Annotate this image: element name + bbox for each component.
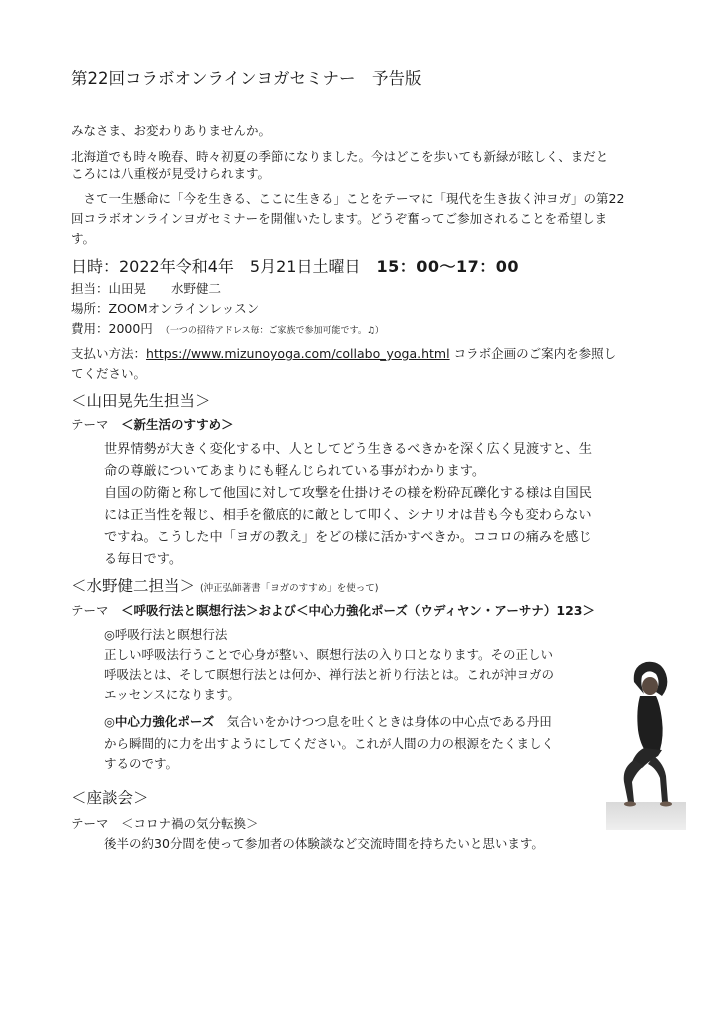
- zadankai-theme: ＜コロナ禍の気分転換＞: [121, 816, 259, 831]
- invite-text-line-3: す。: [71, 231, 96, 246]
- mizuno-paragraph-2-text: 気合いをかけつつ息を吐くときは身体の中心点である丹田: [214, 714, 552, 729]
- mizuno-paragraph-2-line-1: [104, 714, 552, 730]
- yamada-theme: ＜新生活のすすめ＞: [121, 417, 234, 432]
- page-title: 第22回コラボオンラインヨガセミナー 予告版: [71, 69, 422, 88]
- invite-text-line-1: さて一生懸命に「今を生きる、ここに生きる」ことをテーマに「現代を生き抜く沖ヨガ」の第22: [71, 191, 625, 206]
- payment-suffix: コラボ企画のご案内を参照し: [449, 346, 617, 361]
- yamada-paragraph-2-line-1: 自国の防衛と称して他国に対して攻撃を仕掛けその様を粉砕瓦礫化する様は自国民: [104, 486, 592, 501]
- mizuno-heading-line: [71, 576, 378, 599]
- mizuno-paragraph-1-line-1: 正しい呼吸法行うことで心身が整い、瞑想行法の入り口となります。その正しい: [104, 647, 554, 662]
- yamada-theme-line: [71, 417, 234, 433]
- payment-line: [71, 346, 616, 362]
- mizuno-paragraph-1-line-2: 呼吸法とは、そして瞑想行法とは何か、禅行法と祈り行法とは。これが沖ヨガの: [104, 667, 555, 682]
- payment-label: 支払い方法：: [71, 346, 147, 361]
- payment-line-2: てください。: [71, 366, 147, 381]
- place-text: 場所：ZOOMオンラインレッスン: [71, 301, 260, 316]
- yoga-pose-illustration: [606, 652, 686, 830]
- zadankai-heading: ＜座談会＞: [71, 789, 149, 807]
- instructors-text: 担当：山田晃 水野健二: [71, 281, 222, 296]
- fee-text: 費用：2000円: [71, 321, 166, 336]
- mizuno-theme-line: [71, 603, 595, 619]
- zadankai-theme-line: [71, 816, 259, 832]
- fee-line: [71, 321, 384, 339]
- mizuno-heading-note: (沖正弘師著書「ヨガのすすめ」を使って): [199, 583, 379, 594]
- mizuno-theme-label: テーマ: [71, 603, 122, 618]
- event-time: 15：00〜17：00: [376, 257, 520, 276]
- greeting-text: みなさま、お変わりありませんか。: [71, 123, 272, 138]
- mizuno-heading: ＜水野健二担当＞: [71, 577, 196, 595]
- mizuno-paragraph-2-line-2: から瞬間的に力を出すようにしてください。これが人間の力の根源をたくましく: [104, 736, 555, 751]
- zadankai-paragraph: 後半の約30分間を使って参加者の体験談など交流時間を持ちたいと思います。: [104, 836, 544, 851]
- mizuno-paragraph-1-line-3: エッセンスになります。: [104, 687, 240, 702]
- yamada-theme-label: テーマ: [71, 417, 122, 432]
- yamada-paragraph-1-line-1: 世界情勢が大きく変化する中、人としてどう生きるべきかを深く広く見渡すと、生: [104, 442, 592, 457]
- invite-text-line-2: 回コラボオンラインヨガセミナーを開催いたします。どうぞ奮ってご参加されることを希望しま: [71, 211, 608, 226]
- season-text-line-2: ころには八重桜が見受けられます。: [71, 166, 271, 181]
- mizuno-theme: ＜呼吸行法と瞑想行法＞および＜中心力強化ポーズ（ウディヤン・アーサナ）123＞: [121, 603, 595, 618]
- yamada-heading: ＜山田晃先生担当＞: [71, 392, 211, 410]
- mizuno-sub-heading-1: ◎呼吸行法と瞑想行法: [104, 627, 228, 642]
- yamada-paragraph-2-line-3: ですね。こうした中「ヨガの教え」をどの様に活かすべきか。ココロの痛みを感じ: [104, 530, 592, 545]
- yamada-paragraph-1-line-2: 命の尊厳についてあまりにも軽んじられている事がわかります。: [104, 464, 486, 479]
- fee-note: （一つの招待アドレス毎：ご家族で参加可能です。♫）: [165, 326, 384, 336]
- mizuno-paragraph-2-line-3: するのです。: [104, 756, 179, 771]
- yamada-paragraph-2-line-4: る毎日です。: [104, 552, 183, 567]
- payment-link[interactable]: https://www.mizunoyoga.com/collabo_yoga.html: [146, 346, 450, 361]
- yamada-paragraph-2-line-2: には正当性を報じ、相手を徹底的に敵として叩く、シナリオは昔も今も変わらない: [104, 508, 592, 523]
- zadankai-theme-label: テーマ: [71, 816, 122, 831]
- event-date: 日時：2022年令和4年 5月21日土曜日: [71, 257, 377, 276]
- season-text-line-1: 北海道でも時々晩春、時々初夏の季節になりました。今はどこを歩いても新緑が眩しく、まだと: [71, 149, 609, 164]
- mizuno-sub-heading-2: ◎中心力強化ポーズ: [104, 714, 215, 729]
- event-datetime: [71, 257, 519, 277]
